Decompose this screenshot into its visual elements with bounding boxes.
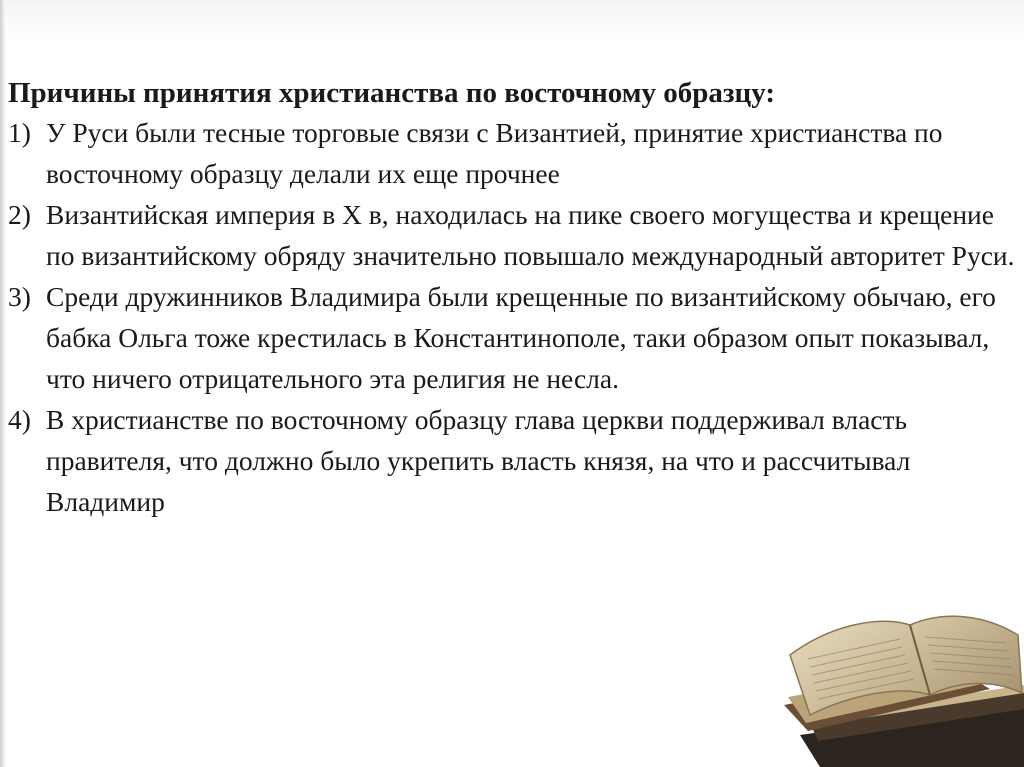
slide-content — [8, 74, 1018, 522]
reason-item-1 — [8, 112, 1021, 194]
top-band — [0, 0, 1024, 40]
reason-item-4 — [8, 399, 1021, 522]
reason-text: Среди дружинников Владимира были крещенные по византийскому обычаю, его бабка Ольга тоже крестилась в Константинополе, таки образом опыт показывал, что ничего отрицательного эта религия не несла. — [46, 281, 996, 394]
reason-number: 3) — [8, 281, 31, 312]
left-edge — [0, 0, 6, 767]
reason-number: 4) — [8, 404, 31, 435]
reason-item-3 — [8, 276, 1021, 399]
reason-number: 1) — [8, 117, 31, 148]
reason-item-2 — [8, 194, 1021, 276]
slide-title: Причины принятия христианства по восточному образцу: — [8, 77, 775, 109]
reason-text: Византийская империя в X в, находилась на пике своего могущества и крещение по византийскому обряду значительно повышало международный авторитет Руси. — [46, 199, 1015, 271]
reason-number: 2) — [8, 199, 31, 230]
open-book-icon — [760, 585, 1024, 767]
reasons-list — [8, 112, 1018, 522]
reason-text: В христианстве по восточному образцу глава церкви поддерживал власть правителя, что должно было укрепить власть князя, на что и рассчитывал Владимир — [46, 404, 911, 517]
reason-text: У Руси были тесные торговые связи с Византией, принятие христианства по восточному образцу делали их еще прочнее — [46, 117, 943, 189]
